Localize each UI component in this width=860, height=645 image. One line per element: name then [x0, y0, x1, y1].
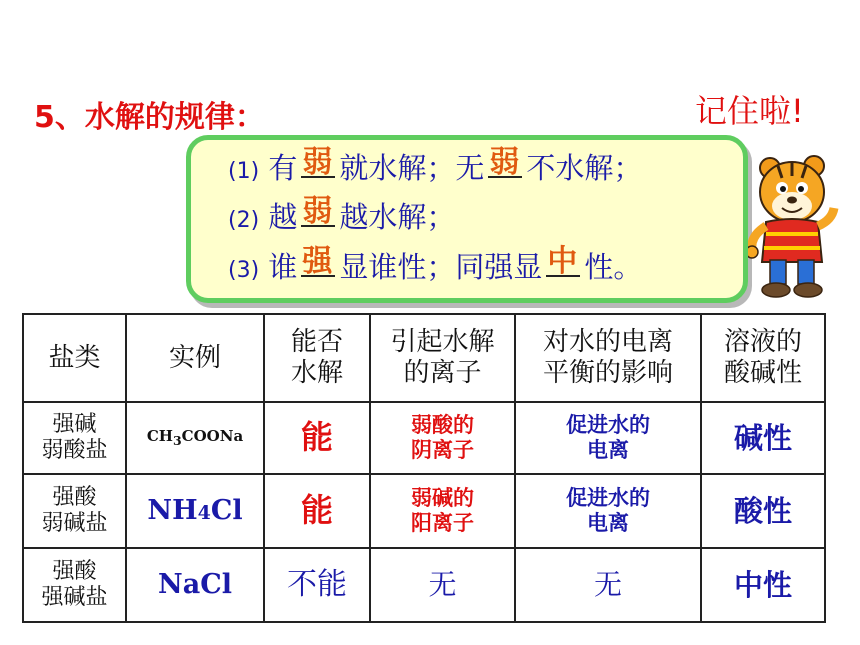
- row-2-type-l1: 强酸: [52, 485, 97, 511]
- row-1-salt-type: [23, 402, 126, 474]
- header-acidity: [701, 314, 825, 402]
- row-3-ion: 无: [370, 548, 515, 622]
- header-acidity-l2: 酸碱性: [723, 358, 802, 388]
- row-1-ion-l1: 弱酸的: [411, 413, 474, 438]
- row-1-ion: [370, 402, 515, 474]
- row-3-type-l2: 强碱盐: [41, 585, 108, 610]
- row-1-acidity: 碱性: [701, 402, 825, 474]
- row-1-effect-l2: 电离: [587, 438, 629, 462]
- header-hydrolyze-l2: 水解: [290, 358, 343, 388]
- row-3-type-l1: 强酸: [52, 559, 97, 585]
- hydrolysis-table: [22, 313, 826, 623]
- rule-1-answer-2: 弱: [489, 145, 520, 180]
- row-3-acidity: 中性: [701, 548, 825, 622]
- row-2-example-a: NH: [147, 495, 198, 527]
- rule-3-answer-1: 强: [302, 244, 333, 279]
- row-2-example-sub: 4: [197, 502, 211, 525]
- header-ion-l2: 的离子: [403, 358, 482, 388]
- table-header-row: [23, 314, 825, 402]
- row-3-effect: 无: [515, 548, 701, 622]
- row-1-type-l2: 弱酸盐: [41, 438, 108, 463]
- row-2-ion: [370, 474, 515, 548]
- rule-1-text-b: 就水解；无: [339, 151, 485, 185]
- rule-2: [228, 195, 455, 236]
- rule-2-blank-1: [301, 195, 335, 227]
- row-2-example: [126, 474, 264, 548]
- row-1-hydrolyze: 能: [264, 402, 370, 474]
- row-2-effect: [515, 474, 701, 548]
- row-1-effect: [515, 402, 701, 474]
- row-2-salt-type: [23, 474, 126, 548]
- rule-3-text-b: 显谁性；同强显: [339, 250, 543, 284]
- row-1-example-a: CH: [146, 426, 173, 445]
- slide-title: 5、水解的规律：: [34, 100, 265, 135]
- rule-1-answer-1: 弱: [302, 145, 333, 180]
- rule-3-blank-2: [546, 245, 580, 277]
- row-3-hydrolyze: 不能: [264, 548, 370, 622]
- row-1-ion-l2: 阴离子: [411, 438, 474, 462]
- rule-1-number: (1): [228, 159, 260, 184]
- tiger-mascot-icon: [748, 150, 840, 300]
- row-2-type-l2: 弱碱盐: [41, 511, 108, 536]
- rule-1: [228, 146, 642, 187]
- header-salt-type: [23, 314, 126, 402]
- rule-1-blank-1: [301, 146, 335, 178]
- table-row: [23, 402, 825, 474]
- row-3-salt-type: [23, 548, 126, 622]
- row-3-example: NaCl: [126, 548, 264, 622]
- row-2-hydrolyze: 能: [264, 474, 370, 548]
- header-ion-l1: 引起水解: [390, 327, 495, 358]
- header-effect-l1: 对水的电离: [542, 327, 673, 358]
- rule-1-blank-2: [488, 146, 522, 178]
- header-effect: [515, 314, 701, 402]
- header-example-text: 实例: [168, 342, 221, 373]
- row-2-ion-l2: 阳离子: [411, 511, 474, 535]
- row-2-effect-l1: 促进水的: [566, 486, 650, 511]
- table-row: [23, 474, 825, 548]
- rule-3-number: (3): [228, 258, 260, 283]
- header-example: [126, 314, 264, 402]
- rule-3-answer-2: 中: [547, 244, 578, 279]
- row-1-example-sub: 3: [172, 432, 182, 448]
- header-hydrolyze-l1: 能否: [290, 327, 343, 358]
- row-1-example: [126, 402, 264, 474]
- rule-2-text-a: 越: [268, 200, 298, 234]
- rule-2-answer-1: 弱: [302, 194, 333, 229]
- rule-1-text-a: 有: [268, 151, 298, 185]
- table-row: [23, 548, 825, 622]
- header-salt-type-text: 盐类: [48, 342, 101, 373]
- header-ion: [370, 314, 515, 402]
- header-acidity-l1: 溶液的: [723, 327, 802, 358]
- rule-2-text-b: 越水解；: [339, 200, 456, 234]
- rule-3: [228, 245, 642, 286]
- row-1-example-c: COONa: [181, 426, 244, 445]
- rule-3-text-a: 谁: [268, 250, 298, 284]
- row-1-type-l1: 强碱: [52, 412, 97, 438]
- rule-1-text-c: 不水解；: [526, 151, 643, 185]
- header-hydrolyze: [264, 314, 370, 402]
- row-1-effect-l1: 促进水的: [566, 413, 650, 438]
- row-2-effect-l2: 电离: [587, 511, 629, 535]
- rule-2-number: (2): [228, 208, 260, 233]
- row-2-example-c: Cl: [210, 495, 243, 527]
- rule-3-text-c: 性。: [584, 250, 643, 284]
- header-effect-l2: 平衡的影响: [542, 358, 673, 388]
- rule-3-blank-1: [301, 245, 335, 277]
- remember-callout: 记住啦!: [695, 92, 804, 130]
- row-2-acidity: 酸性: [701, 474, 825, 548]
- row-2-ion-l1: 弱碱的: [411, 486, 474, 511]
